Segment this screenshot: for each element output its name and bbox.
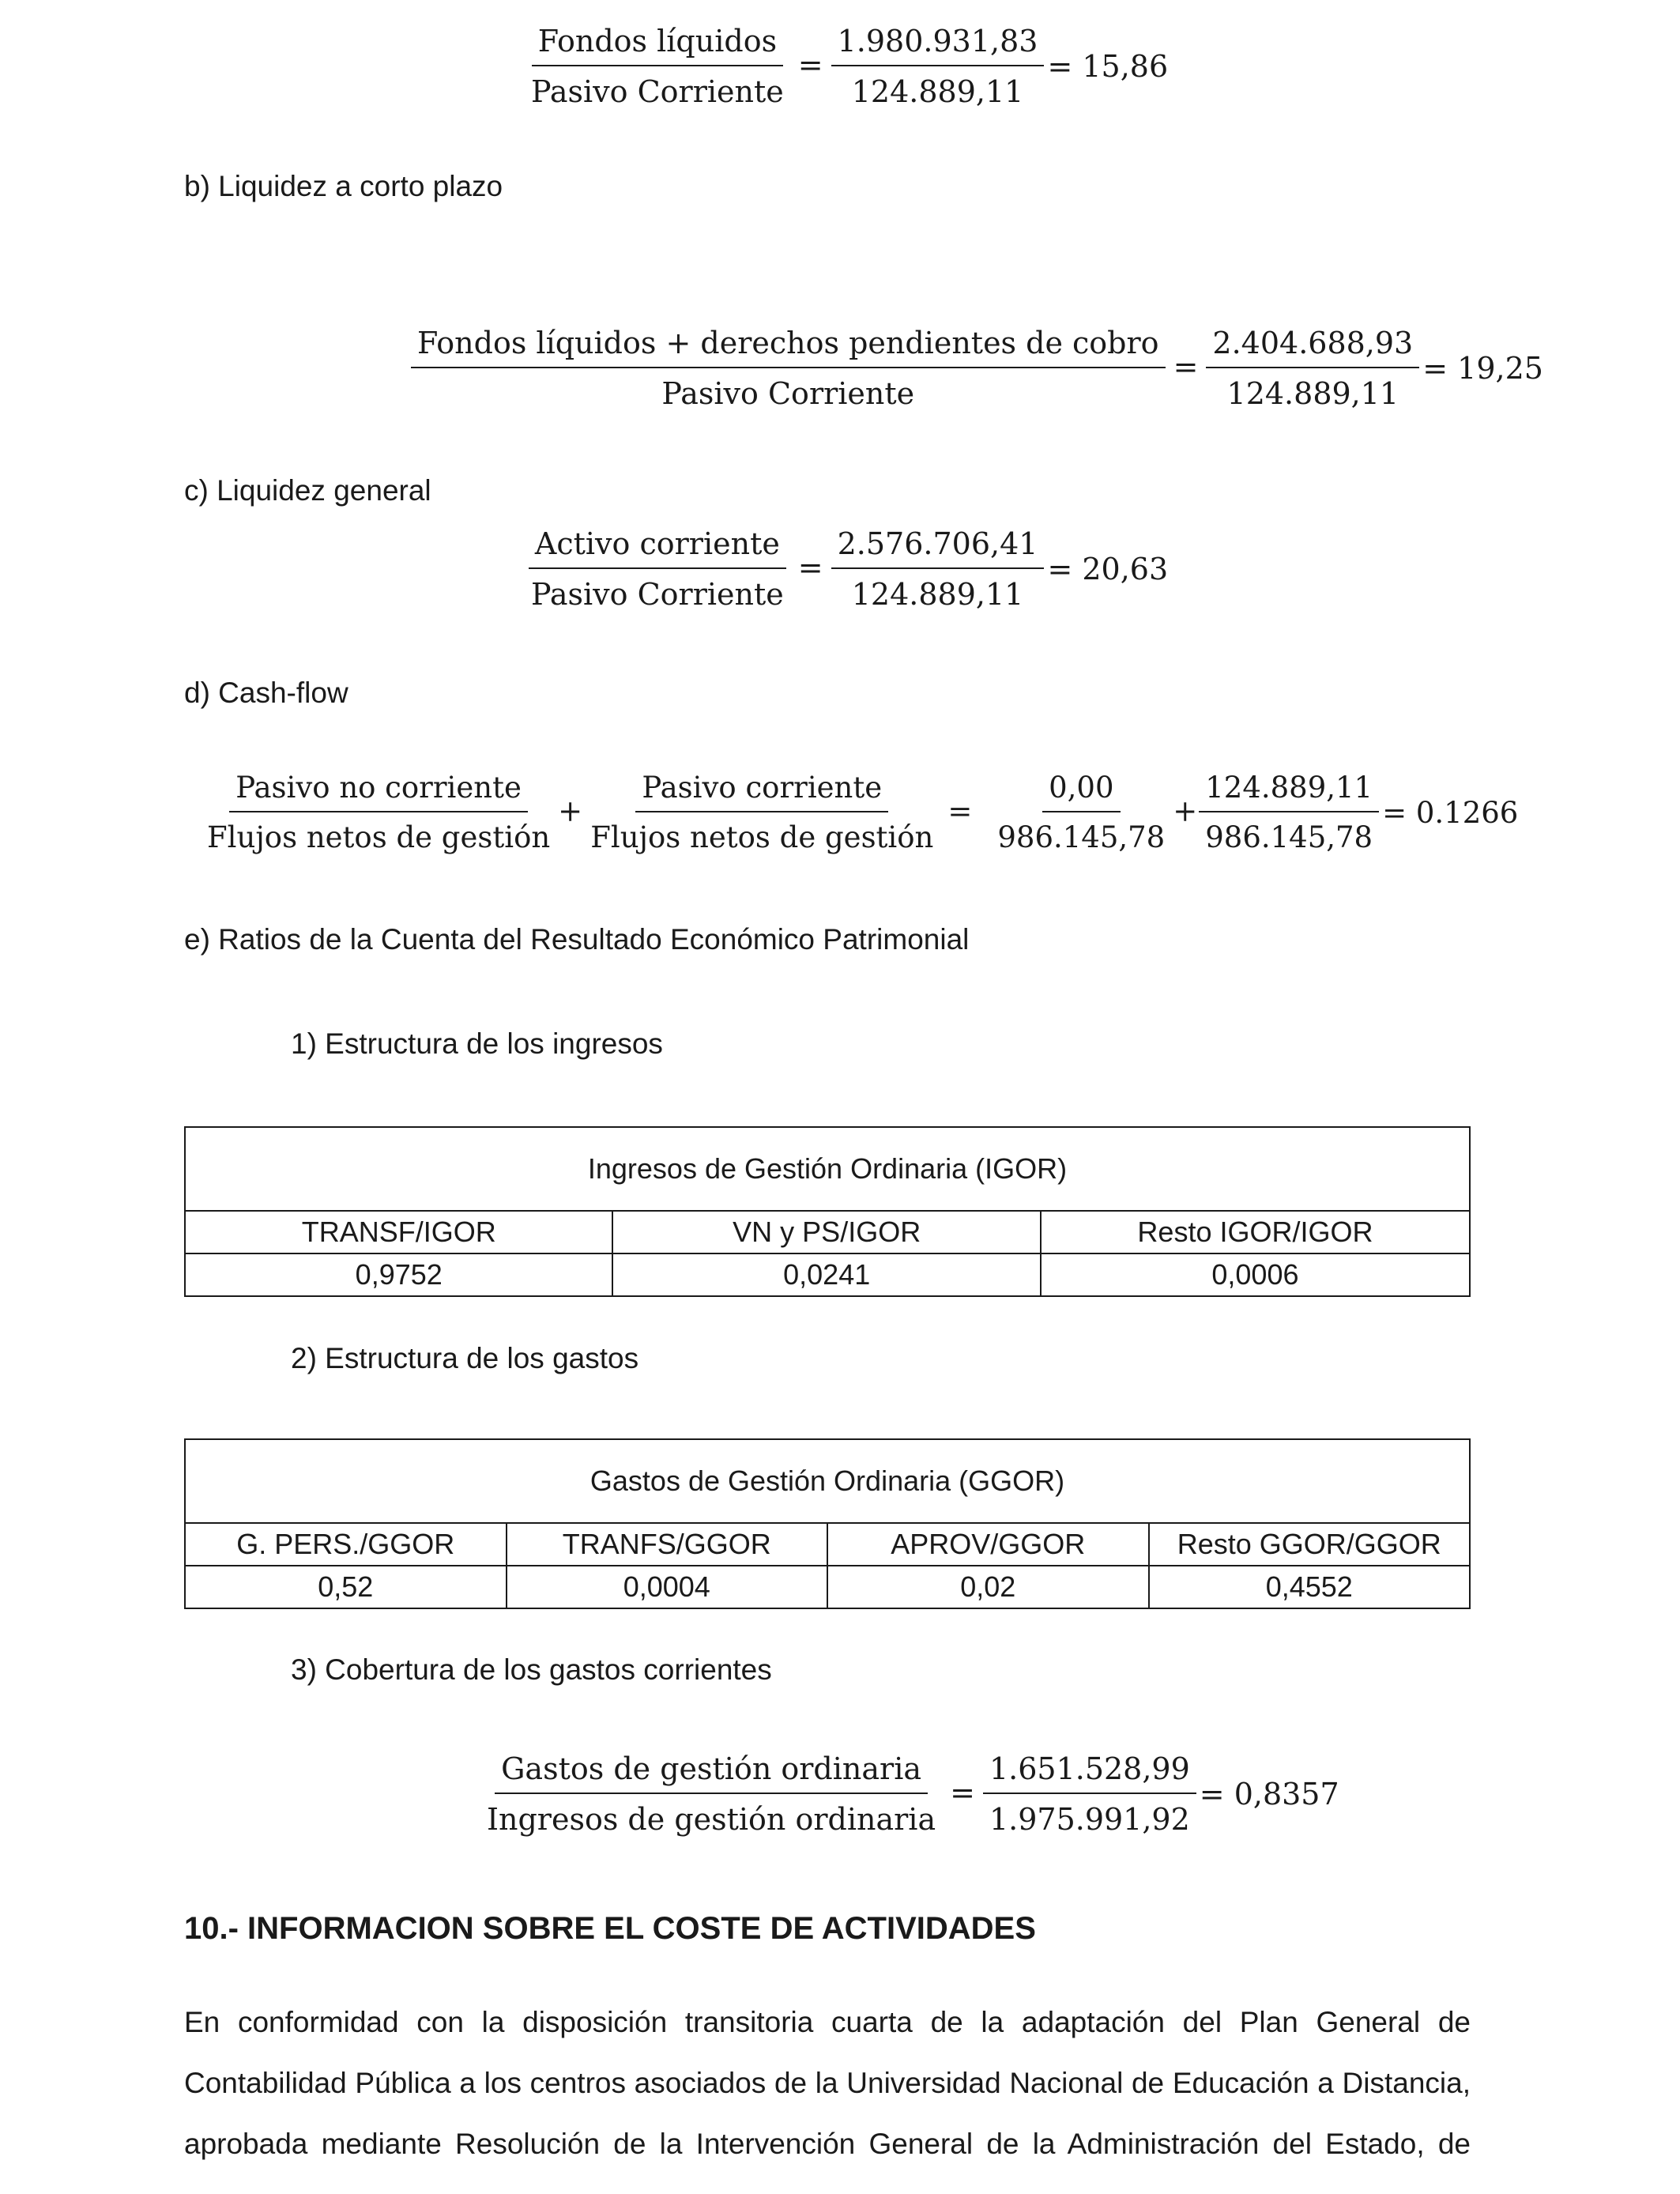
numerator-label: Activo corriente: [529, 526, 786, 569]
table-value-cell: 0,02: [827, 1566, 1149, 1608]
equation-liquidez-general: [525, 526, 1168, 612]
plus-sign: +: [1173, 794, 1198, 828]
paragraph-line: Contabilidad Pública a los centros asociados de la Universidad Nacional de Educación a Distancia,: [184, 2067, 1471, 2099]
result-value: = 15,86: [1047, 49, 1169, 84]
paragraph-line: aprobada mediante Resolución de la Intervención General de la Administración del Estado, de: [184, 2128, 1471, 2160]
body-paragraph: [184, 1992, 1471, 2174]
fraction-values: [831, 24, 1045, 109]
equals-sign: =: [947, 794, 973, 828]
table-caption: Ingresos de Gestión Ordinaria (IGOR): [185, 1127, 1470, 1211]
section-e-heading: e) Ratios de la Cuenta del Resultado Económico Patrimonial: [184, 923, 970, 956]
result-value: = 19,25: [1422, 351, 1543, 386]
numerator-label: Fondos líquidos: [532, 24, 783, 66]
numerator-value: 1.980.931,83: [831, 24, 1045, 66]
section-10-heading: 10.- INFORMACION SOBRE EL COSTE DE ACTIVIDADES: [184, 1911, 1036, 1946]
table-caption: Gastos de Gestión Ordinaria (GGOR): [185, 1439, 1470, 1523]
table-value-cell: 0,4552: [1149, 1566, 1471, 1608]
numerator-value: 2.404.688,93: [1206, 326, 1419, 368]
equation-liquidez-inmediata: [525, 24, 1168, 109]
fraction-values: [983, 1751, 1196, 1837]
table-header-cell: Resto IGOR/IGOR: [1041, 1211, 1470, 1253]
equals-sign: =: [797, 550, 823, 585]
subsection-cobertura-title: 3) Cobertura de los gastos corrientes: [291, 1653, 772, 1686]
numerator-value: 2.576.706,41: [831, 526, 1045, 569]
table-header-cell: TRANSF/IGOR: [185, 1211, 612, 1253]
fraction-value-1: [991, 771, 1171, 854]
equation-cobertura: [480, 1751, 1339, 1837]
subsection-gastos-title: 2) Estructura de los gastos: [291, 1342, 639, 1374]
result-value: = 20,63: [1047, 552, 1169, 586]
numerator-value: 0,00: [1042, 771, 1120, 812]
equals-sign: =: [1173, 349, 1199, 384]
result-value: = 0.1266: [1382, 795, 1519, 830]
table-value-cell: 0,52: [185, 1566, 507, 1608]
fraction-pasivo-corriente: [584, 771, 940, 854]
fraction-pasivo-no-corriente: [201, 771, 556, 854]
denominator-value: 1.975.991,92: [989, 1802, 1190, 1837]
numerator-value: 1.651.528,99: [983, 1751, 1196, 1794]
table-header-cell: VN y PS/IGOR: [612, 1211, 1040, 1253]
gastos-table: [184, 1438, 1471, 1609]
equals-sign: =: [797, 47, 823, 82]
denominator-value: 986.145,78: [997, 820, 1166, 854]
table-header-cell: APROV/GGOR: [827, 1523, 1149, 1566]
denominator-label: Flujos netos de gestión: [207, 820, 551, 854]
fraction-ratio: [480, 1751, 942, 1837]
denominator-label: Flujos netos de gestión: [590, 820, 934, 854]
table-value-cell: 0,0004: [507, 1566, 828, 1608]
table-value-cell: 0,0241: [612, 1253, 1040, 1296]
subsection-ingresos-title: 1) Estructura de los ingresos: [291, 1027, 663, 1060]
equals-sign: =: [950, 1775, 975, 1810]
section-b-heading: b) Liquidez a corto plazo: [184, 170, 503, 202]
denominator-value: 124.889,11: [851, 577, 1024, 612]
denominator-label: Pasivo Corriente: [531, 74, 784, 109]
fraction-ratio: [411, 326, 1166, 411]
table-header-cell: Resto GGOR/GGOR: [1149, 1523, 1471, 1566]
result-value: = 0,8357: [1199, 1777, 1339, 1811]
equation-liquidez-corto-plazo: [411, 326, 1543, 411]
denominator-value: 124.889,11: [1226, 376, 1399, 411]
denominator-label: Pasivo Corriente: [531, 577, 784, 612]
numerator-label: Fondos líquidos + derechos pendientes de cobro: [411, 326, 1166, 368]
table-header-cell: G. PERS./GGOR: [185, 1523, 507, 1566]
fraction-values: [831, 526, 1045, 612]
section-d-heading: d) Cash-flow: [184, 677, 348, 709]
equation-cash-flow: [201, 771, 1518, 854]
numerator-value: 124.889,11: [1199, 771, 1379, 812]
fraction-value-2: [1199, 771, 1379, 854]
denominator-value: 986.145,78: [1205, 820, 1373, 854]
denominator-label: Pasivo Corriente: [661, 376, 915, 411]
fraction-values: [1206, 326, 1419, 411]
table-value-cell: 0,9752: [185, 1253, 612, 1296]
fraction-ratio: [525, 526, 790, 612]
denominator-value: 124.889,11: [851, 74, 1024, 109]
paragraph-line: En conformidad con la disposición transitoria cuarta de la adaptación del Plan General de: [184, 2006, 1471, 2038]
numerator-label: Pasivo no corriente: [229, 771, 528, 812]
denominator-label: Ingresos de gestión ordinaria: [487, 1802, 936, 1837]
ingresos-table: [184, 1126, 1471, 1297]
numerator-label: Gastos de gestión ordinaria: [495, 1751, 928, 1794]
plus-sign: +: [558, 794, 583, 828]
numerator-label: Pasivo corriente: [635, 771, 888, 812]
fraction-ratio: [525, 24, 790, 109]
section-c-heading: c) Liquidez general: [184, 474, 431, 507]
table-value-cell: 0,0006: [1041, 1253, 1470, 1296]
table-header-cell: TRANFS/GGOR: [507, 1523, 828, 1566]
